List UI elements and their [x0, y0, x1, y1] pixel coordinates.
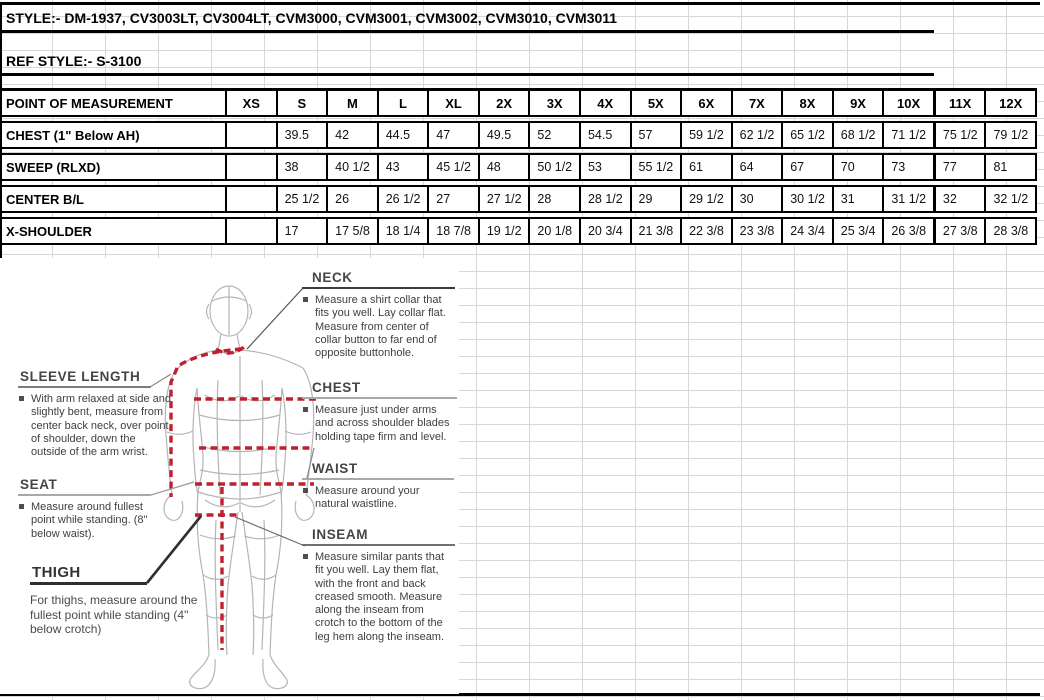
callout-thigh-text-content: For thighs, measure around the fullest point while standing (4" below crotch) [30, 593, 198, 636]
size-value-cell: 81 [984, 155, 1035, 179]
callout-seat-title: SEAT [20, 477, 58, 492]
bullet-square-icon [19, 396, 24, 401]
column-header-4x: 4X [579, 91, 630, 115]
bullet-square-icon [303, 554, 308, 559]
sheet-top-border [0, 2, 1040, 5]
size-value-cell: 57 [630, 123, 681, 147]
callout-inseam [302, 527, 455, 644]
size-value-cell: 73 [882, 155, 933, 179]
callout-seat [18, 477, 151, 541]
inseam-connector [235, 517, 305, 546]
size-value-cell: 38 [276, 155, 327, 179]
size-value-cell: 52 [528, 123, 579, 147]
callout-waist-text [302, 485, 454, 512]
size-value-cell: 50 1/2 [528, 155, 579, 179]
callout-waist-text-content: Measure around your natural waistline. [315, 485, 420, 511]
size-value-cell: 20 3/4 [579, 219, 630, 243]
bullet-square-icon [303, 488, 308, 493]
table-row [0, 217, 1037, 245]
size-value-cell [225, 123, 276, 147]
table-row [0, 185, 1037, 213]
size-table [0, 88, 1037, 249]
table-header-row [0, 88, 1037, 117]
bullet-square-icon [303, 407, 308, 412]
size-value-cell: 28 [528, 187, 579, 211]
size-value-cell: 42 [326, 123, 377, 147]
size-value-cell: 30 [731, 187, 782, 211]
column-header-6x: 6X [680, 91, 731, 115]
callout-inseam-rule [302, 544, 455, 546]
callout-chest-rule [302, 397, 457, 399]
callout-neck-title: NECK [312, 270, 353, 285]
neck-connector [247, 288, 303, 349]
size-value-cell [225, 219, 276, 243]
size-value-cell: 44.5 [377, 123, 428, 147]
row-label: CENTER B/L [6, 191, 84, 207]
column-header-3x: 3X [528, 91, 579, 115]
size-value-cell: 25 1/2 [276, 187, 327, 211]
size-value-cell: 20 1/8 [528, 219, 579, 243]
callout-chest-text-content: Measure just under arms and across shoulder blades holding tape firm and level. [315, 404, 450, 443]
column-header-s: S [276, 91, 327, 115]
size-value-cell: 43 [377, 155, 428, 179]
column-header-xl: XL [427, 91, 478, 115]
style-title: STYLE:- DM-1937, CV3003LT, CV3004LT, CVM3000, CVM3001, CVM3002, CVM3010, CVM3011 [6, 10, 618, 26]
size-value-cell: 18 1/4 [377, 219, 428, 243]
callout-inseam-text [302, 551, 455, 644]
size-value-cell [225, 187, 276, 211]
size-value-cell: 54.5 [579, 123, 630, 147]
callout-sleeve-length-text [18, 393, 171, 459]
callout-neck-rule [302, 287, 455, 289]
size-value-cell: 65 1/2 [781, 123, 832, 147]
callout-chest [302, 380, 457, 444]
callout-thigh-title: THIGH [32, 564, 81, 581]
ref-style-title: REF STYLE:- S-3100 [6, 53, 142, 69]
bullet-square-icon [303, 297, 308, 302]
size-value-cell: 32 [933, 187, 985, 211]
ref-style-underline [0, 73, 934, 76]
column-header-5x: 5X [630, 91, 681, 115]
size-value-cell: 27 3/8 [933, 219, 985, 243]
bullet-square-icon [19, 504, 24, 509]
size-value-cell: 31 1/2 [882, 187, 933, 211]
size-value-cell: 23 3/8 [731, 219, 782, 243]
callout-seat-rule [18, 494, 151, 496]
size-value-cell: 30 1/2 [781, 187, 832, 211]
callout-chest-title: CHEST [312, 380, 361, 395]
callout-waist-title: WAIST [312, 461, 358, 476]
size-value-cell: 45 1/2 [427, 155, 478, 179]
column-header-xs: XS [225, 91, 276, 115]
column-header-8x: 8X [781, 91, 832, 115]
callout-sleeve-length-rule [18, 386, 151, 388]
size-value-cell: 25 3/4 [832, 219, 883, 243]
size-value-cell: 19 1/2 [478, 219, 529, 243]
size-value-cell: 31 [832, 187, 883, 211]
size-value-cell: 55 1/2 [630, 155, 681, 179]
callout-waist-rule [302, 478, 454, 480]
callout-inseam-title: INSEAM [312, 527, 369, 542]
callout-neck-text [302, 294, 455, 360]
size-value-cell: 39.5 [276, 123, 327, 147]
size-value-cell: 28 1/2 [579, 187, 630, 211]
size-value-cell: 21 3/8 [630, 219, 681, 243]
size-value-cell [225, 155, 276, 179]
column-header-2x: 2X [478, 91, 529, 115]
size-value-cell: 22 3/8 [680, 219, 731, 243]
callout-sleeve-length-title: SLEEVE LENGTH [20, 369, 141, 384]
size-value-cell: 79 1/2 [984, 123, 1035, 147]
size-value-cell: 27 1/2 [478, 187, 529, 211]
size-value-cell: 26 1/2 [377, 187, 428, 211]
table-row [0, 153, 1037, 181]
size-value-cell: 47 [427, 123, 478, 147]
size-value-cell: 64 [731, 155, 782, 179]
size-value-cell: 29 [630, 187, 681, 211]
callout-waist [302, 461, 454, 512]
callout-neck-text-content: Measure a shirt collar that fits you well. Lay collar flat. Measure from center of collar button to far end of opposite buttonhole. [315, 294, 446, 360]
callout-sleeve-length-text-content: With arm relaxed at side and slightly bent, measure from center back neck, over point of shoulder, down the outside of the arm wrist. [31, 393, 172, 459]
size-value-cell: 62 1/2 [731, 123, 782, 147]
size-value-cell: 28 3/8 [984, 219, 1035, 243]
table-body [0, 121, 1037, 245]
size-value-cell: 26 [326, 187, 377, 211]
size-value-cell: 75 1/2 [933, 123, 985, 147]
size-value-cell: 67 [781, 155, 832, 179]
size-value-cell: 70 [832, 155, 883, 179]
callout-seat-text-content: Measure around fullest point while standing. (8" below waist). [31, 501, 148, 540]
row-label: X-SHOULDER [6, 223, 92, 239]
measurement-diagram [0, 258, 459, 694]
column-header-m: M [326, 91, 377, 115]
callout-neck [302, 270, 455, 360]
sleeve-connector [150, 374, 171, 387]
size-value-cell: 68 1/2 [832, 123, 883, 147]
callout-inseam-text-content: Measure similar pants that fit you well. Lay them flat, with the front and back creased smooth. Measure along the inseam from crotch to the bottom of the leg hem along the inseam. [315, 551, 445, 643]
callout-seat-text [18, 501, 159, 541]
size-value-cell: 17 [276, 219, 327, 243]
size-value-cell: 24 3/4 [781, 219, 832, 243]
callout-thigh-rule [30, 582, 147, 585]
size-value-cell: 32 1/2 [984, 187, 1035, 211]
callout-chest-text [302, 404, 457, 444]
size-value-cell: 49.5 [478, 123, 529, 147]
column-header-10x: 10X [882, 91, 933, 115]
callout-thigh-text [30, 593, 198, 637]
size-value-cell: 40 1/2 [326, 155, 377, 179]
size-value-cell: 61 [680, 155, 731, 179]
size-value-cell: 53 [579, 155, 630, 179]
size-value-cell: 59 1/2 [680, 123, 731, 147]
row-label: SWEEP (RLXD) [6, 159, 101, 175]
column-header-12x: 12X [984, 91, 1035, 115]
table-row [0, 121, 1037, 149]
column-header-l: L [377, 91, 428, 115]
callout-connector-lines [147, 288, 314, 583]
row-label: CHEST (1" Below AH) [6, 127, 140, 143]
callout-thigh [30, 564, 198, 637]
size-value-cell: 27 [427, 187, 478, 211]
size-value-cell: 48 [478, 155, 529, 179]
callout-sleeve-length [18, 369, 172, 459]
size-value-cell: 77 [933, 155, 985, 179]
column-header-point-of-measurement: POINT OF MEASUREMENT [6, 95, 173, 111]
column-header-9x: 9X [832, 91, 883, 115]
style-title-underline [0, 30, 934, 33]
size-value-cell: 26 3/8 [882, 219, 933, 243]
column-header-7x: 7X [731, 91, 782, 115]
size-value-cell: 17 5/8 [326, 219, 377, 243]
column-header-11x: 11X [933, 91, 985, 115]
size-value-cell: 71 1/2 [882, 123, 933, 147]
size-value-cell: 29 1/2 [680, 187, 731, 211]
size-value-cell: 18 7/8 [427, 219, 478, 243]
